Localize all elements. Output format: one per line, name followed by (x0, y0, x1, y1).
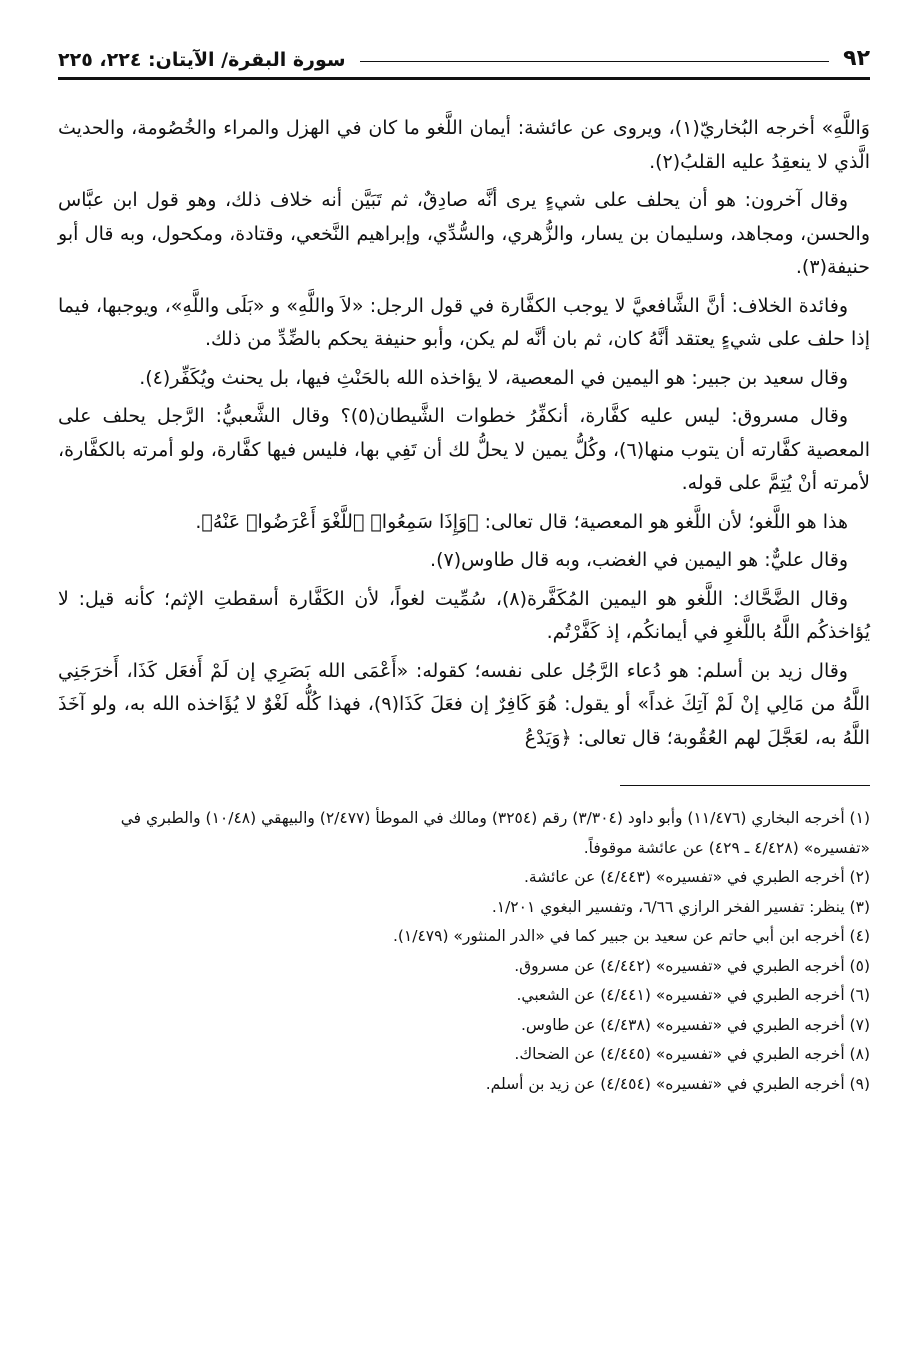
paragraph: وَاللَّهِ» أخرجه البُخاريّ(١)، ويروى عن عائشة: أيمان اللَّغو ما كان في الهزل والمراء والخُصُومة، والحديث الَّذي لا ينعقِدُ عليه القلبُ(٢). (58, 117, 870, 173)
book-page (58, 38, 870, 1348)
footnote: (٤) أخرجه ابن أبي حاتم عن سعيد بن جبير كما في «الدر المنثور» (١/٤٧٩). (392, 927, 870, 945)
page-header (58, 38, 870, 80)
footnote: (٦) أخرجه الطبري في «تفسيره» (٤/٤٤١) عن الشعبي. (516, 986, 870, 1004)
footnote: (٢) أخرجه الطبري في «تفسيره» (٤/٤٤٣) عن عائشة. (523, 868, 870, 886)
footnote: (٣) ينظر: تفسير الفخر الرازي ٦/٦٦، وتفسير البغوي ١/٢٠١. (491, 897, 870, 916)
footnote: (٥) أخرجه الطبري في «تفسيره» (٤/٤٤٢) عن مسروق. (514, 956, 870, 975)
running-title: سورة البقرة/ الآيتان: ٢٢٤، ٢٢٥ (58, 49, 346, 71)
footnote: (٨) أخرجه الطبري في «تفسيره» (٤/٤٤٥) عن الضحاك. (514, 1045, 870, 1063)
main-text (58, 112, 870, 755)
footnote-separator (620, 785, 870, 786)
paragraph: هذا هو اللَّغو؛ لأن اللَّغو هو المعصية؛ قال تعالى: ﴿وَإِذَا سَمِعُوا۟ ٱللَّغْوَ أَعْرَضُوا۟ عَنْهُ﴾. (195, 510, 848, 533)
paragraph: وقال آخرون: هو أن يحلف على شيءٍ يرى أنَّه صادِقٌ، ثم تَبَيَّن أنه خلاف ذلك، وهو قول ابن عبَّاس والحسن، ومجاهد، وسليمان بن يسار، والزُّهري، والسُّدِّي، وإبراهيم النَّخعي، وقتادة، ومكحول، وبه قال أبو حنيفة(٣). (58, 189, 870, 278)
paragraph: وقال عليٌّ: هو اليمين في الغضب، وبه قال طاوس(٧). (430, 549, 848, 571)
footnotes (58, 804, 870, 1099)
page-number: ٩٢ (843, 46, 870, 71)
paragraph: وقال الضَّحَّاك: اللَّغو هو اليمين المُكَفَّرة(٨)، سُمِّيت لغواً، لأن الكَفَّارة أسقطتِ الإثم؛ كأنه قيل: لا يُؤاخذكُم اللَّهُ باللَّغوِ في أيمانكُم، إذ كَفَّرْتُم. (58, 587, 870, 643)
paragraph: وقال سعيد بن جبير: هو اليمين في المعصية، لا يؤاخذه الله بالحَنْثِ فيها، بل يحنث ويُكَفِّر(٤). (139, 366, 848, 389)
footnote: (٧) أخرجه الطبري في «تفسيره» (٤/٤٣٨) عن طاوس. (520, 1015, 870, 1034)
footnote: (١) أخرجه البخاري (١١/٤٧٦) وأبو داود (٣/٣٠٤) رقم (٣٢٥٤) ومالك في الموطأ (٢/٤٧٧) والبيهقي (١٠/٤٨) والطبري في «تفسيره» (٤/٤٢٨ ـ ٤٢٩) عن عائشة موقوفاً. (120, 809, 870, 857)
header-rule (360, 61, 830, 62)
paragraph: وقال زيد بن أسلم: هو دُعاء الرَّجُل على نفسه؛ كقوله: «أَعْمَى الله بَصَرِي إن لَمْ أَفعَل كَذَا، أَخرَجَنِي اللَّهُ من مَالِي إنْ لَمْ آتِكَ غداً» أو يقول: هُوَ كَافِرٌ إن فعَلَ كَذَا(٩)، فهذا كُلُّه لَغْوٌ لا يُؤَاخذه الله به، ولو آخَذَ اللَّهُ به، لعَجَّلَ لهم العُقُوبة؛ قال تعالى: ﴿وَيَدْعُ (58, 659, 870, 749)
paragraph: وفائدة الخلاف: أنَّ الشَّافعيَّ لا يوجب الكفَّارة في قول الرجل: «لاَ واللَّهِ» و «بَلَى واللَّهِ»، ويوجبها، فيما إذا حلف على شيءٍ يعتقد أنَّهُ كان، ثم بان أنَّه لم يكن، وأبو حنيفة يحكم بالضِّدِّ من ذلك. (58, 294, 870, 350)
footnote: (٩) أخرجه الطبري في «تفسيره» (٤/٤٥٤) عن زيد بن أسلم. (485, 1074, 870, 1093)
paragraph: وقال مسروق: ليس عليه كفَّارة، أنكفِّرُ خطوات الشَّيطان(٥)؟ وقال الشَّعبيُّ: الرَّجل يحلف على المعصية كفَّارته أن يتوب منها(٦)، وكُلُّ يمين لا يحلُّ لك أن تَفِي بها، فليس فيها كفَّارة، ولو أمرته بالكفَّارة، لأمرته أنْ يُتِمَّ على قوله. (58, 405, 870, 494)
